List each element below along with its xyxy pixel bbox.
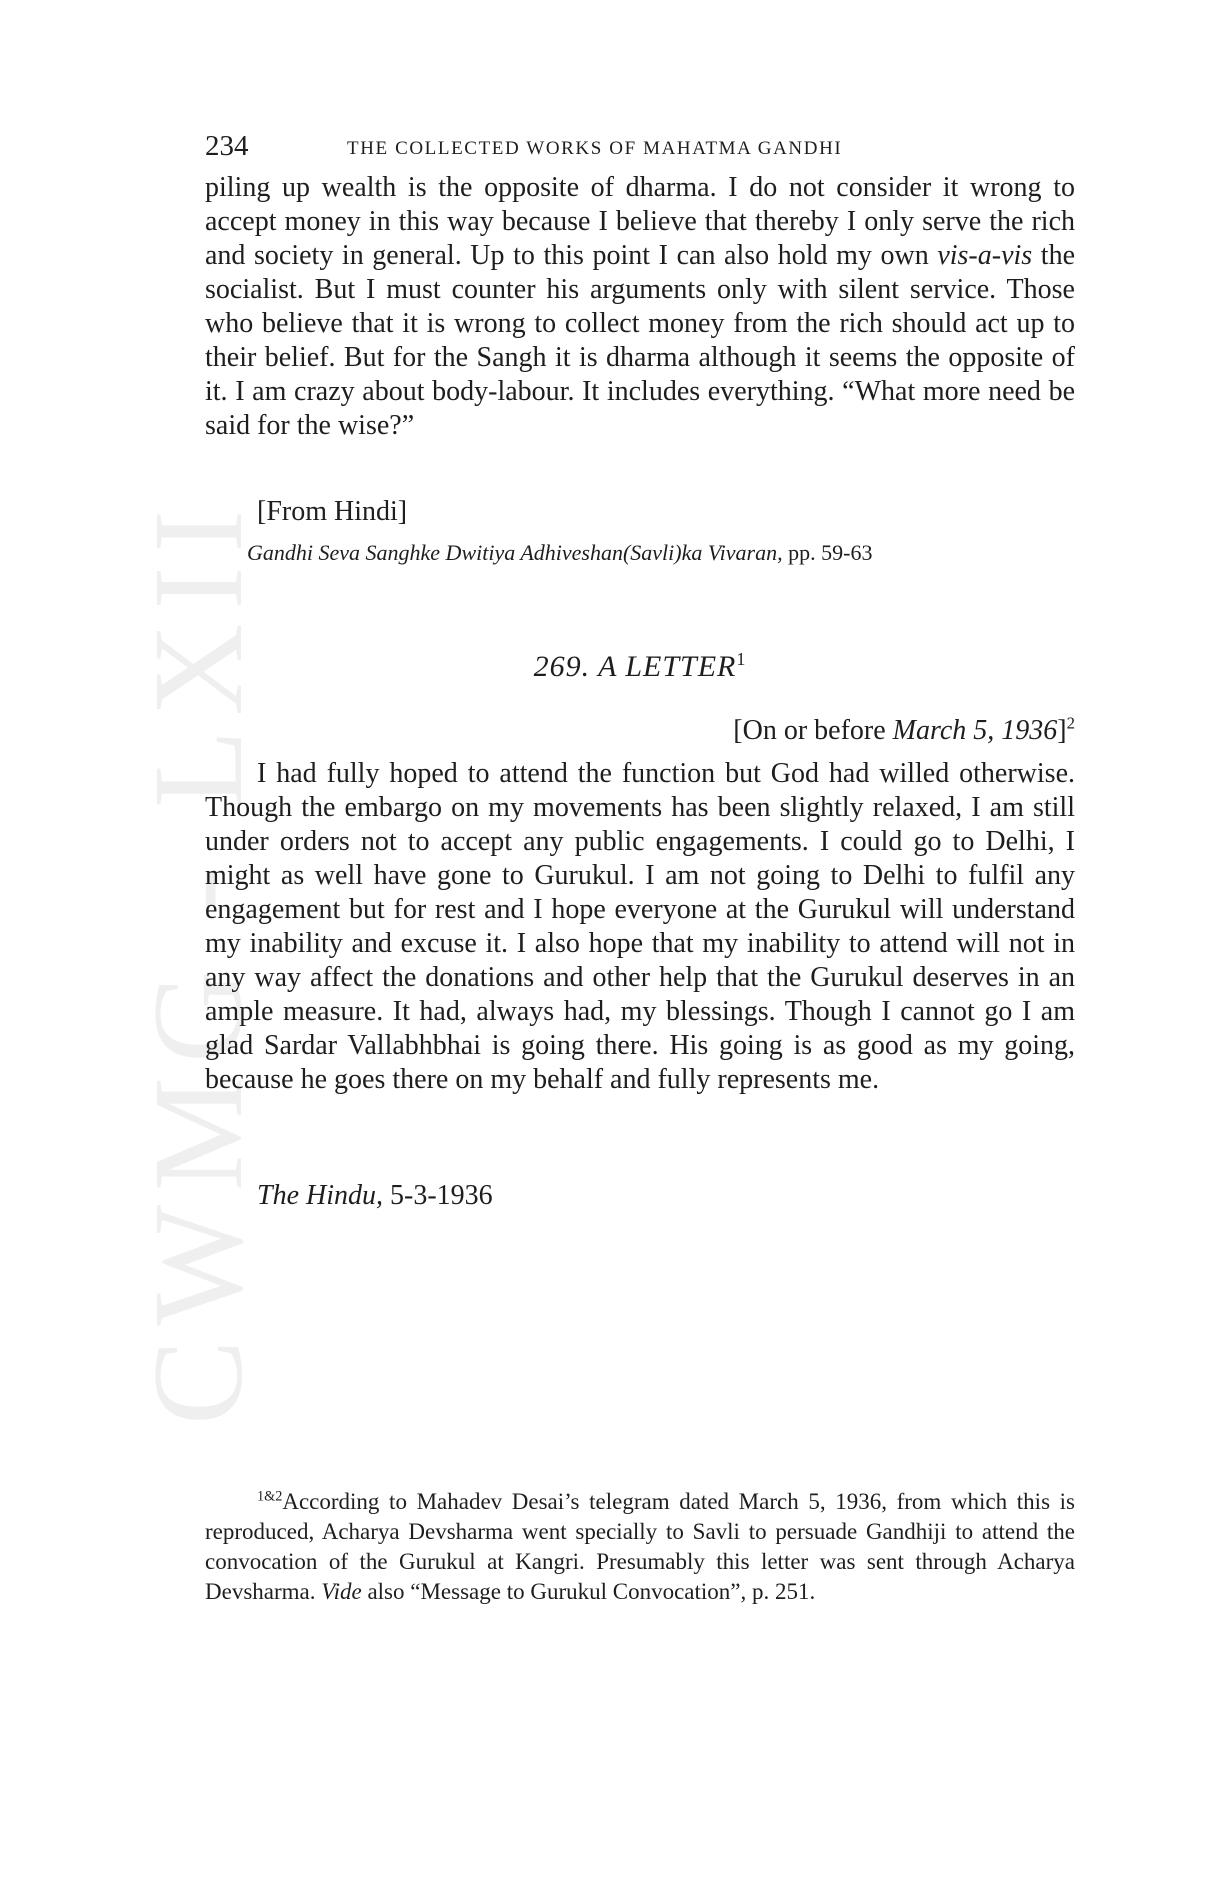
letter-source [257,1180,493,1212]
footnote-vide: Vide [321,1579,362,1604]
watermark: CWMG - LXII [127,496,269,1425]
date-prefix: [On or before [733,715,893,746]
source-date: 5-3-1936 [390,1180,493,1211]
language-note: [From Hindi] [257,496,408,527]
source-title: The Hindu, [257,1180,383,1211]
citation-title: Gandhi Seva Sanghke Dwitiya Adhiveshan(Savli)ka Vivaran, [247,540,783,565]
date-suffix: ] [1057,715,1067,746]
citation [247,540,872,566]
continued-text-2: the socialist. But I must counter his arguments only with silent service. Those who believe that it is wrong to collect money from the rich should act up to their belief. But for the Sangh it is dharma although it seems the opposite of it. I am crazy about body-labour. It includes everything. “What more need be said for the wise?” [205,240,1075,441]
continued-paragraph [205,171,1075,443]
book-title: THE COLLECTED WORKS OF MAHATMA GANDHI [347,138,843,159]
footnote-marker: 1&2 [257,1488,283,1505]
footnote [205,1487,1075,1607]
letter-heading-text: 269. A LETTER [533,650,737,683]
continued-italic: vis-a-vis [937,240,1033,271]
footnote-text-1: According to Mahadev Desai’s telegram dated March 5, 1936, from which this is reproduced, Acharya Devsharma went specially to Savli to persuade Gandhiji to attend the convocation of the Gurukul at Kangri. Presumably this letter was sent through Acharya Devsharma. [205,1489,1075,1604]
date-footnote-marker[interactable]: 2 [1066,713,1075,733]
citation-pages: pp. 59-63 [788,540,873,565]
heading-footnote-marker[interactable]: 1 [736,649,747,669]
continued-text-1: piling up wealth is the opposite of dharma. I do not consider it wrong to accept money in this way because I believe that thereby I only serve the rich and society in general. Up to this point I can also hold my own [205,172,1075,271]
page-number: 234 [205,130,249,162]
running-head [205,130,1075,170]
letter-body: I had fully hoped to attend the function but God had willed otherwise. Though the embargo on my movements has been slightly relaxed, I am still under orders not to accept any public engagements. I could go to Delhi, I might as well have gone to Gurukul. I am not going to Delhi to fulfil any engagement but for rest and I hope everyone at the Gurukul will understand my inability and excuse it. I also hope that my inability to attend will not in any way affect the donations and other help that the Gurukul deserves in an ample measure. It had, always had, my blessings. Though I cannot go I am glad Sardar Vallabhbhai is going there. His going is as good as my going, because he goes there on my behalf and fully represents me. [205,758,1075,1095]
letter-heading [205,650,1075,684]
letter-date [733,715,1075,747]
footnote-text-2: also “Message to Gurukul Convocation”, p. 251. [361,1579,816,1604]
date-italic: March 5, 1936 [892,715,1058,746]
